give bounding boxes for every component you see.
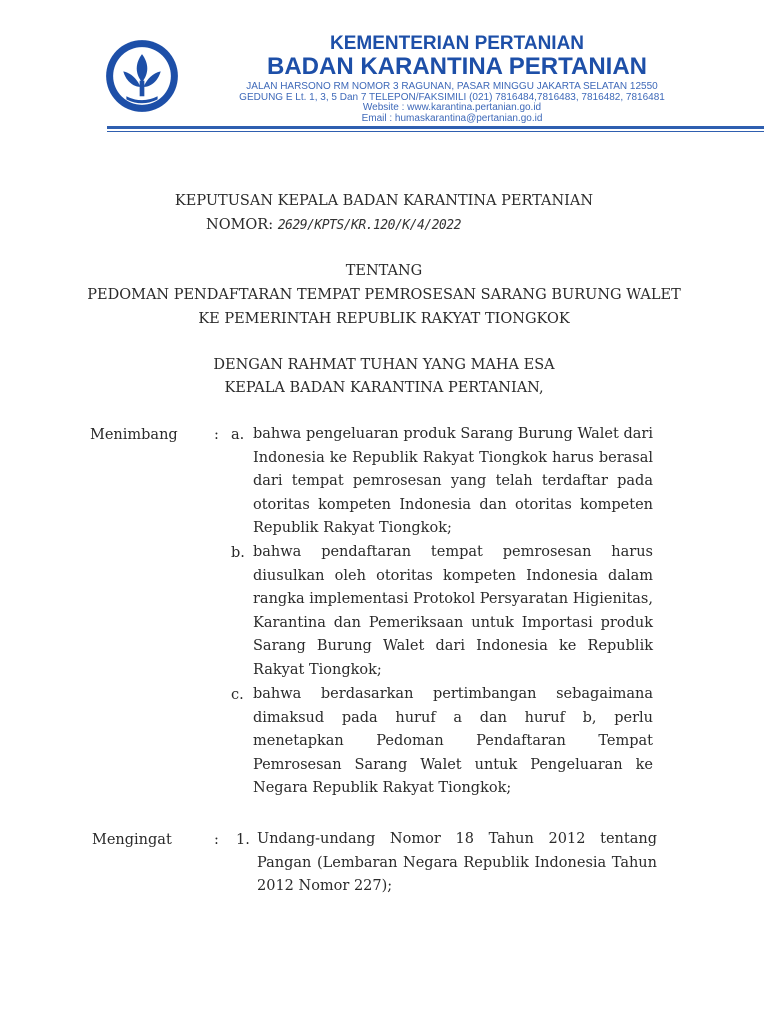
- decree-title: KEPUTUSAN KEPALA BADAN KARANTINA PERTANIAN: [174, 193, 594, 209]
- text-line: Republik Rakyat Tiongkok;: [253, 520, 452, 537]
- text-line: Pangan (Lembaran Negara Republik Indonesia Tahun: [257, 854, 657, 871]
- menimbang-item-b: [253, 541, 653, 683]
- menimbang-item-c: [253, 683, 653, 801]
- text-line: Pemrosesan Sarang Walet untuk Pengeluaran ke: [253, 756, 653, 773]
- menimbang-item-b-marker: b.: [231, 545, 245, 561]
- text-line: bahwa pendaftaran tempat pemrosesan harus: [253, 544, 653, 560]
- nomor-handwritten-value: 2629/KPTS/KR.120/K/4/2022: [277, 218, 461, 233]
- tentang-heading: TENTANG: [345, 263, 423, 279]
- blessing-line: DENGAN RAHMAT TUHAN YANG MAHA ESA: [213, 357, 555, 373]
- website-text: Website : www.karantina.pertanian.go.id: [362, 102, 542, 113]
- text-line: Negara Republik Rakyat Tiongkok;: [253, 780, 512, 797]
- text-line: dari tempat pemrosesan yang telah terdaftar pada: [253, 473, 653, 490]
- address-line-1: JALAN HARSONO RM NOMOR 3 RAGUNAN, PASAR MINGGU JAKARTA SELATAN 12550: [246, 81, 658, 92]
- text-line: Indonesia ke Republik Rakyat Tiongkok harus berasal: [253, 449, 653, 466]
- ministry-name: KEMENTERIAN PERTANIAN: [329, 33, 585, 54]
- nomor-label: NOMOR:: [206, 217, 274, 233]
- mengingat-colon: :: [214, 832, 219, 848]
- mengingat-item-1: [257, 828, 657, 899]
- text-line: rangka implementasi Protokol Persyaratan Higienitas,: [253, 591, 653, 608]
- text-line: bahwa pengeluaran produk Sarang Burung Walet dari: [253, 426, 653, 442]
- mengingat-item-1-marker: 1.: [236, 832, 250, 848]
- text-line: otoritas kompeten Indonesia dan otoritas kompeten: [253, 496, 653, 513]
- subject-line-2: KE PEMERINTAH REPUBLIK RAKYAT TIONGKOK: [198, 311, 570, 327]
- authority-line: KEPALA BADAN KARANTINA PERTANIAN,: [224, 380, 544, 396]
- text-line: Undang-undang Nomor 18 Tahun 2012 tentang: [257, 831, 657, 847]
- menimbang-item-a-marker: a.: [231, 427, 245, 443]
- menimbang-item-c-marker: c.: [231, 687, 244, 703]
- text-line: Karantina dan Pemeriksaan untuk Importasi produk: [253, 614, 653, 631]
- header-divider-thin: [107, 131, 764, 132]
- address-line-2: GEDUNG E Lt. 1, 3, 5 Dan 7 TELEPON/FAKSIMILI (021) 7816484,7816483, 7816482, 7816481: [239, 92, 665, 103]
- subject-line-1: PEDOMAN PENDAFTARAN TEMPAT PEMROSESAN SARANG BURUNG WALET: [87, 287, 681, 303]
- agency-name: BADAN KARANTINA PERTANIAN: [267, 53, 647, 80]
- text-line: dimaksud pada huruf a dan huruf b, perlu: [253, 709, 653, 726]
- text-line: Rakyat Tiongkok;: [253, 661, 382, 678]
- mengingat-label: Mengingat: [92, 832, 172, 848]
- header-divider-thick: [107, 126, 764, 129]
- text-line: diusulkan oleh otoritas kompeten Indonesia dalam: [253, 567, 653, 584]
- letterhead: [0, 0, 768, 135]
- menimbang-colon: :: [214, 427, 219, 443]
- email-text: Email : humaskarantina@pertanian.go.id: [361, 113, 543, 124]
- menimbang-label: Menimbang: [90, 427, 178, 443]
- text-line: bahwa berdasarkan pertimbangan sebagaimana: [253, 686, 653, 702]
- ministry-emblem-icon: [103, 37, 181, 115]
- text-line: Sarang Burung Walet dari Indonesia ke Republik: [253, 638, 653, 655]
- menimbang-item-a: [253, 423, 653, 541]
- text-line: 2012 Nomor 227);: [257, 878, 393, 895]
- text-line: menetapkan Pedoman Pendaftaran Tempat: [253, 733, 653, 750]
- decree-number: [206, 216, 461, 235]
